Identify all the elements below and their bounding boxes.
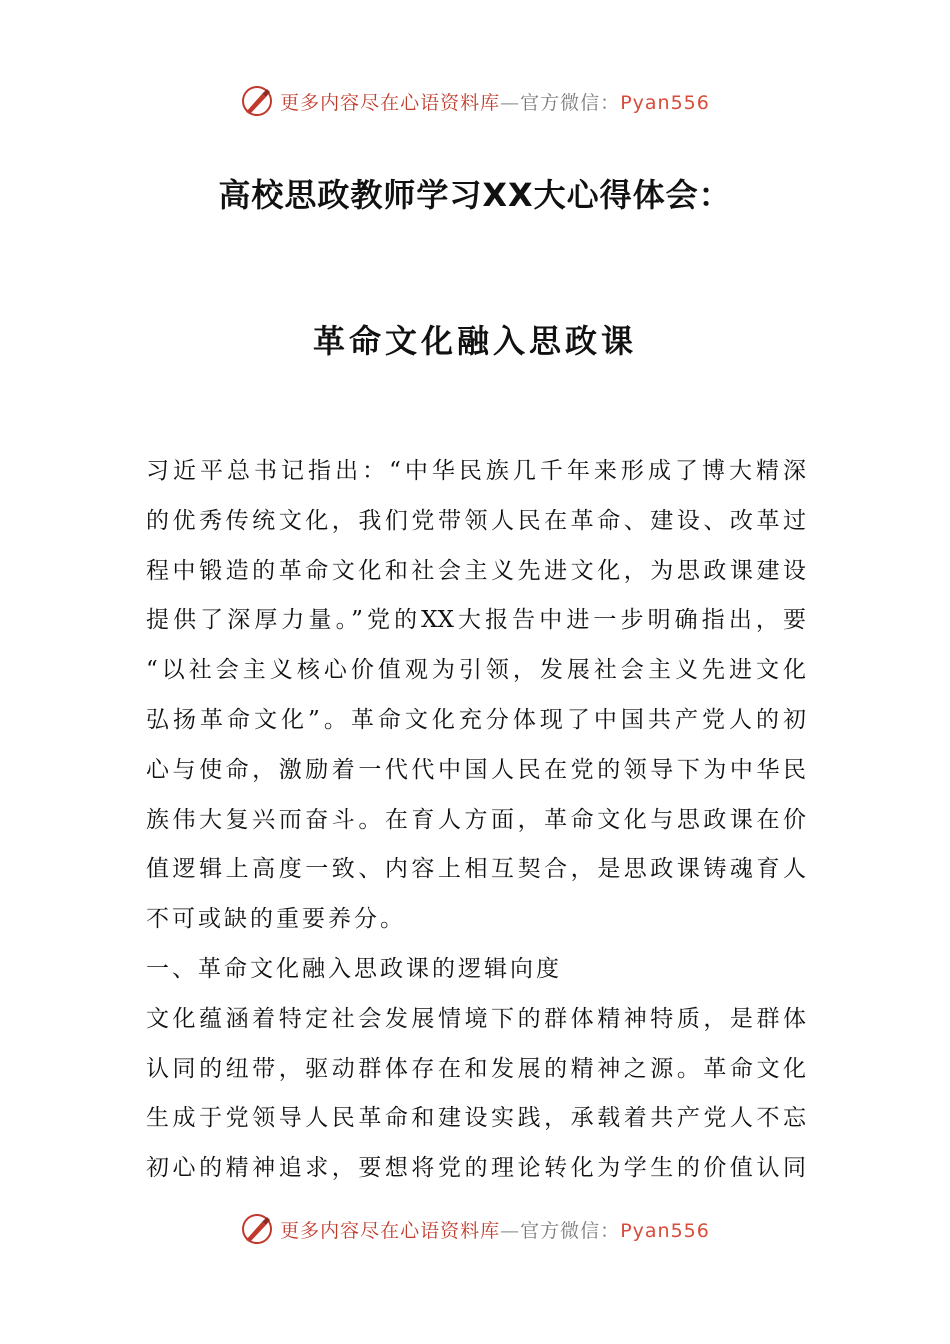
watermark-wechat-label: 官方微信： bbox=[520, 1219, 621, 1242]
body-line: 生成于党领导人民革命和建设实践，承载着共产党人不忘 bbox=[146, 1105, 806, 1132]
watermark-wechat-label: 官方微信： bbox=[520, 91, 621, 114]
body-line: 文化蕴涵着特定社会发展情境下的群体精神特质，是群体 bbox=[146, 1005, 806, 1032]
body-line: 值逻辑上高度一致、内容上相互契合，是思政课铸魂育人 bbox=[146, 856, 806, 883]
pen-circle-logo-icon bbox=[240, 84, 274, 118]
document-subtitle: 革命文化融入思政课 bbox=[312, 322, 637, 360]
body-line: 认同的纽带，驱动群体存在和发展的精神之源。革命文化 bbox=[146, 1055, 806, 1082]
body-line: 习近平总书记指出：“中华民族几千年来形成了博大精深 bbox=[146, 458, 806, 484]
body-line: 弘扬革命文化”。革命文化充分体现了中国共产党人的初 bbox=[146, 706, 806, 733]
body-line: 的优秀传统文化，我们党带领人民在革命、建设、改革过 bbox=[146, 507, 806, 534]
body-line: 初心的精神追求，要想将党的理论转化为学生的价值认同 bbox=[146, 1155, 806, 1182]
watermark-header bbox=[0, 84, 950, 118]
watermark-separator: — bbox=[500, 91, 521, 114]
document-title: 高校思政教师学习XX大心得体会： bbox=[218, 176, 732, 214]
body-line: 程中锻造的革命文化和社会主义先进文化，为思政课建设 bbox=[146, 557, 806, 584]
section-heading: 一、革命文化融入思政课的逻辑向度 bbox=[146, 955, 562, 982]
watermark-wechat-id: Pyan556 bbox=[620, 91, 710, 114]
document-body bbox=[146, 447, 806, 1194]
body-line: 心与使命，激励着一代代中国人民在党的领导下为中华民 bbox=[146, 756, 806, 783]
body-line: “以社会主义核心价值观为引领，发展社会主义先进文化 bbox=[146, 657, 806, 684]
watermark-text bbox=[280, 1216, 710, 1243]
watermark-wechat-id: Pyan556 bbox=[620, 1219, 710, 1242]
watermark-footer bbox=[0, 1212, 950, 1246]
pen-circle-logo-icon bbox=[240, 1212, 274, 1246]
body-line: 提供了深厚力量。”党的XX大报告中进一步明确指出，要 bbox=[146, 607, 806, 634]
body-line: 不可或缺的重要养分。 bbox=[146, 906, 406, 933]
watermark-site: 更多内容尽在心语资料库 bbox=[280, 91, 501, 114]
body-line: 族伟大复兴而奋斗。在育人方面，革命文化与思政课在价 bbox=[146, 806, 806, 833]
watermark-separator: — bbox=[500, 1219, 521, 1242]
watermark-site: 更多内容尽在心语资料库 bbox=[280, 1219, 501, 1242]
watermark-text bbox=[280, 88, 710, 115]
